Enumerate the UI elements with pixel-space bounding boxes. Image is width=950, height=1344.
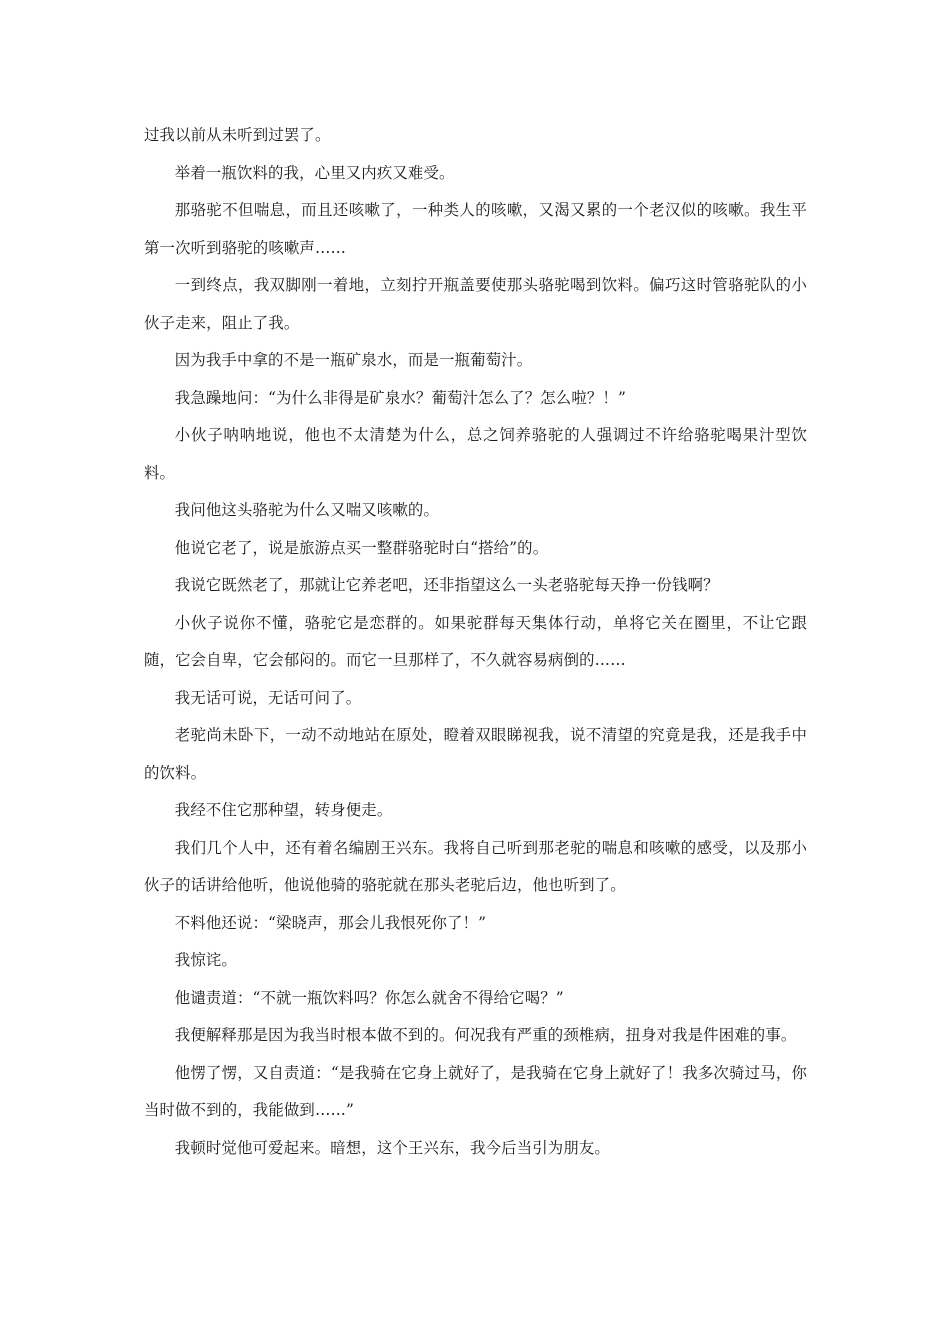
paragraph: 不料他还说：“梁晓声，那会儿我恨死你了！”	[174, 913, 487, 932]
paragraph: 举着一瓶饮料的我，心里又内疚又难受。	[174, 163, 455, 182]
paragraph: 我急躁地问：“为什么非得是矿泉水？葡萄汁怎么了？怎么啦？！”	[174, 388, 626, 407]
paragraph: 他愣了愣，又自责道：“是我骑在它身上就好了，是我骑在它身上就好了！我多次骑过马，你当时做不到的，我能做到……”	[144, 1063, 807, 1119]
paragraph: 因为我手中拿的不是一瓶矿泉水，而是一瓶葡萄汁。	[174, 351, 533, 369]
paragraph: 一到终点，我双脚刚一着地，立刻拧开瓶盖要使那头骆驼喝到饮料。偏巧这时管骆驼队的小伙子走来，阻止了我。	[144, 276, 807, 332]
paragraph: 我无话可说，无话可问了。	[174, 688, 362, 707]
paragraph: 他说它老了，说是旅游点买一整群骆驼时白“搭给”的。	[174, 538, 549, 557]
paragraph: 他谴责道：“不就一瓶饮料吗？你怎么就舍不得给它喝？”	[174, 988, 564, 1007]
paragraph: 我顿时觉他可爱起来。暗想，这个王兴东，我今后当引为朋友。	[174, 1138, 610, 1157]
paragraph: 我问他这头骆驼为什么又喘又咳嗽的。	[174, 501, 439, 519]
document-page	[144, 117, 807, 1167]
paragraph: 小伙子说你不懂，骆驼它是恋群的。如果驼群每天集体行动，单将它关在圈里，不让它跟随，它会自卑，它会郁闷的。而它一旦那样了，不久就容易病倒的……	[144, 613, 807, 669]
paragraph: 小伙子呐呐地说，他也不太清楚为什么，总之饲养骆驼的人强调过不许给骆驼喝果汁型饮料。	[144, 426, 807, 482]
paragraph: 我便解释那是因为我当时根本做不到的。何况我有严重的颈椎病，扭身对我是件困难的事。	[174, 1026, 797, 1044]
paragraph: 我经不住它那种望，转身便走。	[174, 801, 393, 819]
paragraph: 我们几个人中，还有着名编剧王兴东。我将自己听到那老驼的喘息和咳嗽的感受，以及那小伙子的话讲给他听，他说他骑的骆驼就在那头老驼后边，他也听到了。	[144, 838, 807, 894]
paragraph: 老驼尚未卧下，一动不动地站在原处，瞪着双眼睇视我，说不清望的究竟是我，还是我手中的饮料。	[144, 726, 807, 782]
paragraph: 过我以前从未听到过罢了。	[144, 126, 331, 144]
paragraph: 我惊诧。	[174, 951, 237, 969]
paragraph: 那骆驼不但喘息，而且还咳嗽了，一种类人的咳嗽，又渴又累的一个老汉似的咳嗽。我生平第一次听到骆驼的咳嗽声……	[144, 201, 807, 257]
paragraph: 我说它既然老了，那就让它养老吧，还非指望这么一头老骆驼每天挣一份钱啊？	[174, 576, 719, 594]
